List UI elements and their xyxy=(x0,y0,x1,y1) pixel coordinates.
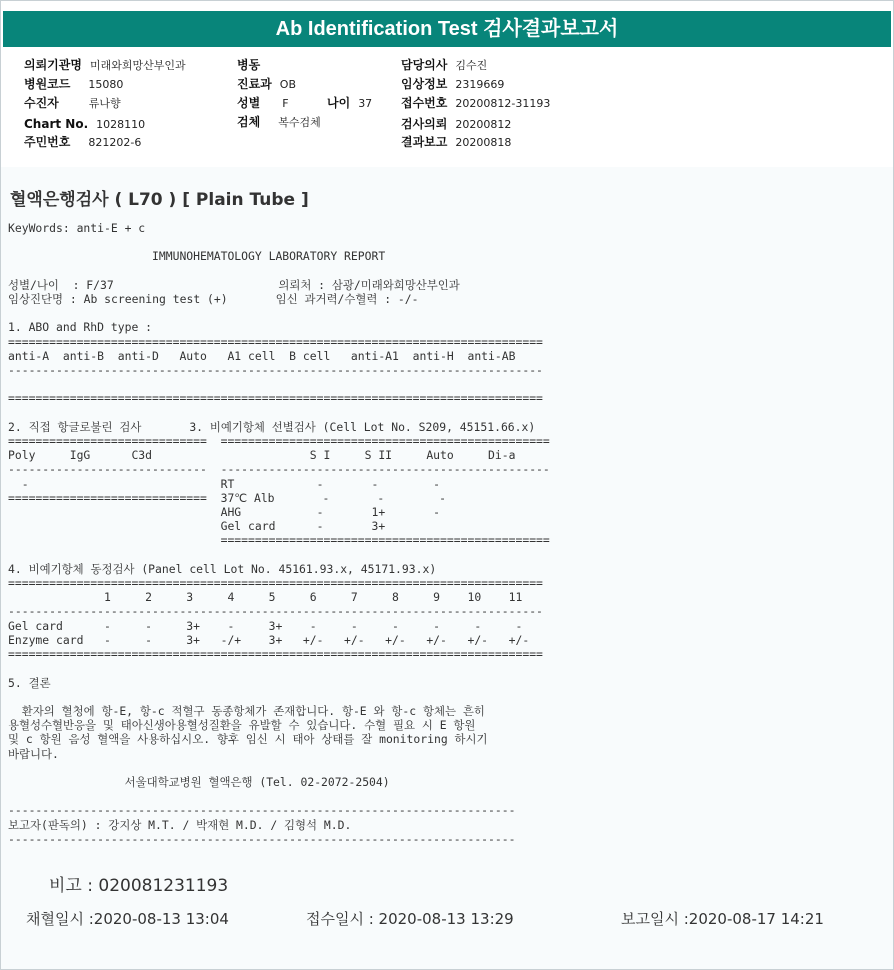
field-patient-name: 수진자 류나향 xyxy=(24,96,121,110)
field-sex: 성별 F xyxy=(237,96,289,110)
field-specimen: 검체 복수검체 xyxy=(237,115,321,129)
field-accession-number: 접수번호 20200812-31193 xyxy=(401,96,551,110)
lab-report-text: KeyWords: anti-E + c IMMUNOHEMATOLOGY LABORATORY REPORT 성별/나이 : F/37 의뢰처 : 삼광/미래와희망산부인과 임상진단명 : Ab screening test (+) 임신 과거력/수혈력 : -/- 1. ABO and RhD type : ============================================================================== anti-A anti-B anti-D Auto A1 cell B cell anti-A1 anti-H anti-AB ------------------------------------------------------------------------------ ============================================================================== 2. 직접 항글로불린 검사 3. 비예기항체 선별검사 (Cell Lot No. S209, 45151.66.x) ============================= ================================================ Poly IgG C3d S I S II Auto Di-a ----------------------------- ------------------------------------------------ - RT - - - ============================= 37℃ Alb - - - AHG - 1+ - Gel card - 3+ ================================================ 4. 비예기항체 동정검사 (Panel cell Lot No. 45161.93.x, 45171.93.x) ============================================================================== 1 2 3 4 5 6 7 8 9 10 11 ------------------------------------------------------------------------------ Gel card - - 3+ - 3+ - - - - - - Enzyme card - - 3+ -/+ 3+ +/- +/- +/- +/- +/- +/- ============================================================================== 5. 결론 환자의 혈청에 항-E, 항-c 적혈구 동종항체가 존재합니다. 항-E 와 항-c 항체는 흔히 용혈성수혈반응을 및 태아신생아용혈성질환을 유발할 수 있습니다. 수혈 필요 시 E 항원 및 c 항원 음성 혈액을 사용하십시오. 향후 임신 시 태아 상태를 잘 monitoring 하시기 바랍니다. 서울대학교병원 혈액은행 (Tel. 02-2072-2504) -------------------------------------------------------------------------- 보고자(판독의) : 강지상 M.T. / 박재현 M.D. / 김형석 M.D. -------------------------------------------------------------------------- xyxy=(8,221,550,846)
reported-datetime: 보고일시 :2020-08-17 14:21 xyxy=(621,910,824,928)
field-chart-no: Chart No. 1028110 xyxy=(24,117,146,131)
received-datetime: 접수일시 : 2020-08-13 13:29 xyxy=(306,910,514,928)
field-request-date: 검사의뢰 20200812 xyxy=(401,117,512,131)
field-department: 진료과 OB xyxy=(237,77,296,91)
field-report-date: 결과보고 20200818 xyxy=(401,135,512,149)
field-resident-number: 주민번호 821202-6 xyxy=(24,135,142,149)
field-ward: 병동 xyxy=(237,58,261,72)
field-hospital-code: 병원코드 15080 xyxy=(24,77,124,91)
field-requesting-institution: 의뢰기관명 미래와희망산부인과 xyxy=(24,58,186,72)
field-age: 나이 37 xyxy=(327,96,373,110)
collection-datetime: 채혈일시 :2020-08-13 13:04 xyxy=(26,910,229,928)
field-physician: 담당의사 김수진 xyxy=(401,58,488,72)
section-title: 혈액은행검사 ( L70 ) [ Plain Tube ] xyxy=(10,190,309,210)
report-header xyxy=(1,1,893,168)
remark: 비고 : 020081231193 xyxy=(49,876,229,896)
field-clinical-info: 임상정보 2319669 xyxy=(401,77,505,91)
report-title: Ab Identification Test 검사결과보고서 xyxy=(3,11,891,47)
